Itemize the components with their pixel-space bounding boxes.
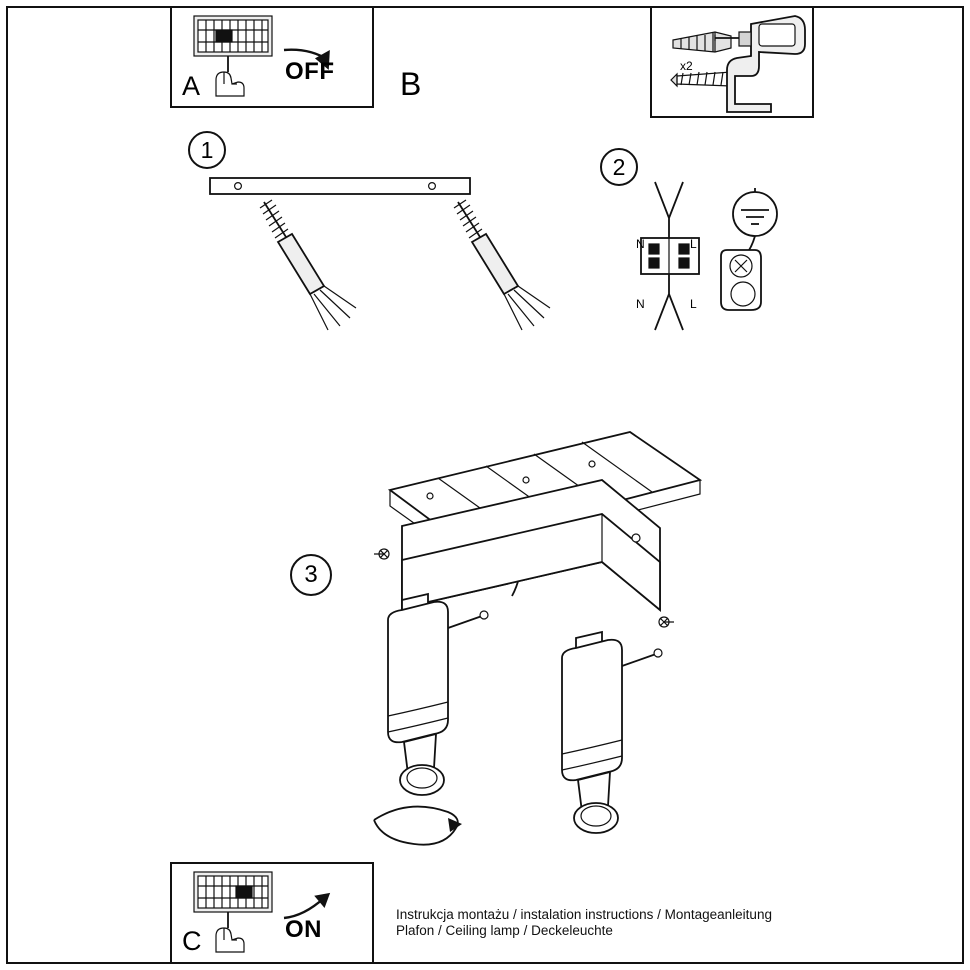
step-2-terminal-label-l-top: L [690,237,697,251]
step-1-ceiling-bracket-diagram [200,168,620,378]
step-3-number: 3 [290,554,332,596]
step-2-number: 2 [600,148,638,186]
panel-b-letter: B [400,66,422,102]
footer-line-2: Plafon / Ceiling lamp / Deckeleuchte [396,923,613,938]
panel-a-action-label: OFF [285,58,335,85]
footer-line-1: Instrukcja montażu / instalation instructions / Montageanleitung [396,907,772,922]
panel-a-letter: A [182,71,201,101]
panel-c-letter: C [182,926,202,956]
panel-b-tools-icon [655,8,809,116]
step-2-wiring-diagram [625,178,805,378]
step-2-terminal-label-n-bottom: N [636,297,645,311]
step-1-number: 1 [188,131,226,169]
step-2-terminal-label-l-bottom: L [690,297,697,311]
step-3-lamp-assembly-diagram [330,420,730,860]
panel-b-quantity-label: x2 [680,59,693,73]
panel-c-action-label: ON [285,916,322,943]
step-2-terminal-label-n-top: N [636,237,645,251]
